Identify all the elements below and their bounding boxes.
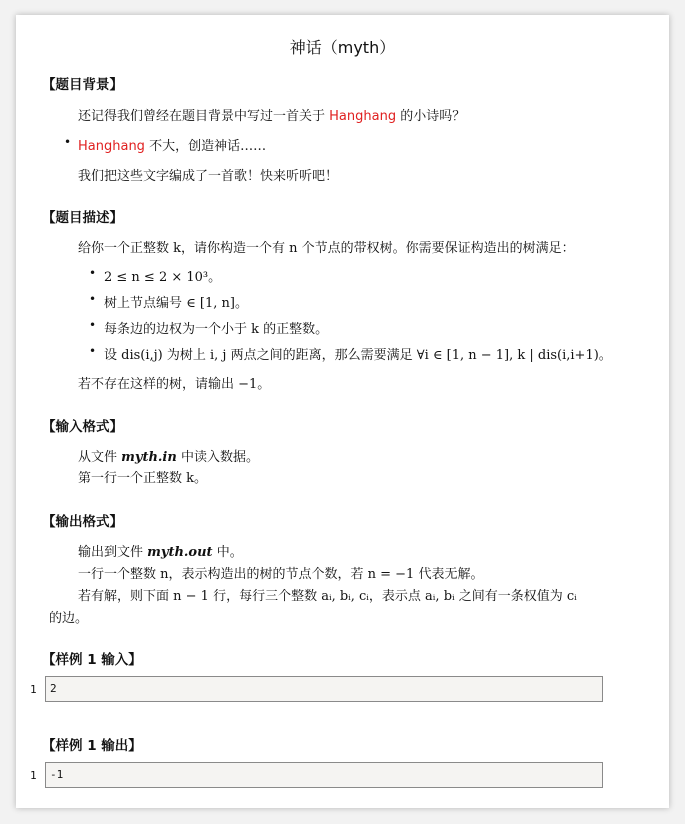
output-text-end: 中。: [212, 545, 243, 560]
highlight-name: Hanghang: [78, 139, 145, 154]
sample-input-codebox: 2: [45, 676, 603, 702]
output-text: 输出到文件: [78, 545, 148, 560]
sample-output-codebox: -1: [45, 762, 603, 788]
description-item-2: 树上节点编号 ∈ [1, n]。: [104, 296, 248, 311]
bullet-icon: •: [89, 292, 97, 306]
page-title: 神话（myth）: [289, 38, 396, 57]
input-filename: myth.in: [121, 450, 177, 465]
background-bullet-line: [78, 135, 266, 154]
description-outro: 若不存在这样的树，请输出 −1。: [78, 377, 271, 392]
document-page: [16, 15, 669, 808]
section-heading-description: 【题目描述】: [42, 210, 123, 226]
bullet-icon: •: [89, 266, 97, 280]
description-intro: 给你一个正整数 k，请你构造一个有 n 个节点的带权树。你需要保证构造出的树满足：: [78, 241, 575, 256]
section-heading-sample-input: 【样例 1 输入】: [42, 652, 142, 668]
input-line-1: [78, 446, 259, 465]
sample-input-line-number: 1: [30, 683, 37, 696]
section-heading-sample-output: 【样例 1 输出】: [42, 738, 142, 754]
bullet-icon: •: [89, 318, 97, 332]
background-line-1: [78, 105, 465, 124]
background-text-end: 的小诗吗？: [396, 109, 466, 124]
input-text-end: 中读入数据。: [176, 450, 259, 465]
highlight-name: Hanghang: [329, 109, 397, 124]
output-line-4: 的边。: [49, 611, 89, 626]
input-text: 从文件: [78, 450, 122, 465]
output-line-3: 若有解，则下面 n − 1 行，每行三个整数 aᵢ, bᵢ, cᵢ，表示点 aᵢ, bᵢ 之间有一条权值为 cᵢ: [78, 589, 577, 604]
input-line-2: 第一行一个正整数 k。: [78, 471, 208, 486]
output-filename: myth.out: [147, 545, 213, 560]
bullet-icon: •: [89, 344, 97, 358]
bullet-icon: •: [64, 135, 72, 149]
bullet-text: 不大，创造神话……: [144, 139, 267, 154]
description-item-3: 每条边的边权为一个小于 k 的正整数。: [104, 322, 329, 337]
output-line-1: [78, 541, 243, 560]
section-heading-background: 【题目背景】: [42, 77, 123, 93]
description-item-1: 2 ≤ n ≤ 2 × 10³。: [104, 270, 222, 285]
section-heading-input: 【输入格式】: [42, 419, 123, 435]
background-text: 还记得我们曾经在题目背景中写过一首关于: [78, 109, 330, 124]
output-line-2: 一行一个整数 n，表示构造出的树的节点个数，若 n = −1 代表无解。: [78, 567, 484, 582]
description-item-4: 设 dis(i,j) 为树上 i, j 两点之间的距离，那么需要满足 ∀i ∈ [1, n − 1], k | dis(i,i+1)。: [104, 348, 612, 363]
section-heading-output: 【输出格式】: [42, 514, 123, 530]
sample-output-line-number: 1: [30, 769, 37, 782]
background-line-3: 我们把这些文字编成了一首歌！快来听听吧！: [78, 169, 339, 184]
